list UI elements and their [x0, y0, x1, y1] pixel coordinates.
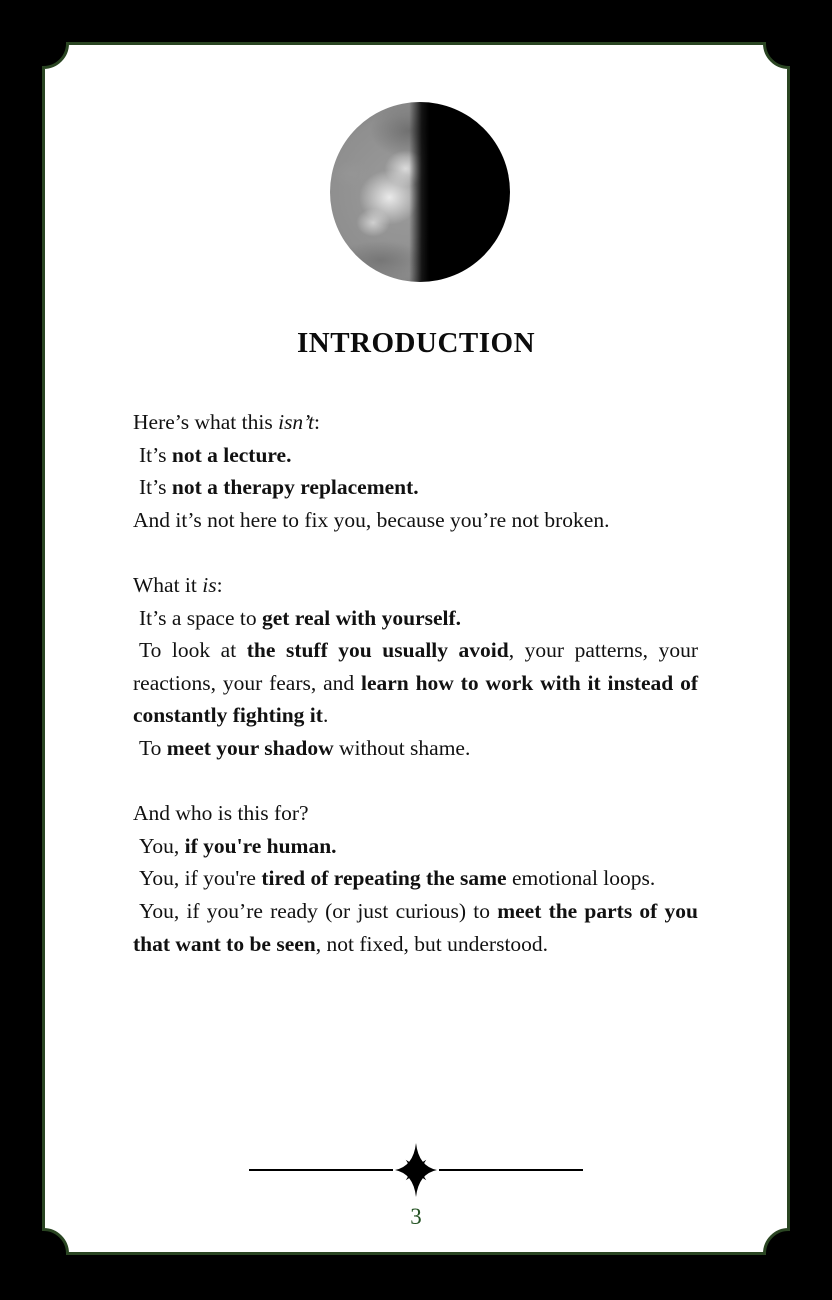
- waning-half-moon-image: [330, 102, 510, 282]
- page-number: 3: [410, 1204, 422, 1229]
- text-line: [133, 830, 698, 863]
- text-segment: To: [139, 735, 167, 760]
- text-segment: :: [313, 410, 320, 434]
- text-segment: without shame.: [333, 735, 471, 760]
- text-segment: emotional loops.: [506, 866, 656, 891]
- text-segment: meet your shadow: [166, 735, 334, 760]
- text-segment: It’s a space to: [139, 605, 262, 630]
- text-segment: And who is this for?: [133, 801, 309, 826]
- text-segment: meet the parts of you that want to be seen: [133, 898, 698, 956]
- text-segment: It’s: [139, 442, 172, 467]
- text-segment: And it’s not here to fix you, because you’re not broken.: [133, 507, 610, 532]
- text-segment: :: [216, 572, 223, 597]
- text-segment: What it: [133, 572, 203, 597]
- text-line: [133, 797, 698, 830]
- paragraph: [133, 406, 698, 536]
- text-segment: isn’t: [278, 410, 314, 434]
- eight-pointed-star-icon: [393, 1142, 439, 1198]
- text-line: [133, 862, 698, 895]
- text-line: [133, 732, 698, 765]
- text-line: [133, 471, 698, 504]
- text-segment: To look at: [139, 638, 247, 663]
- text-segment: You,: [139, 833, 185, 858]
- text-line: [133, 602, 698, 635]
- text-line: [133, 439, 698, 472]
- text-segment: is: [202, 572, 217, 597]
- page-title: INTRODUCTION: [296, 327, 536, 359]
- section-divider: [249, 1142, 583, 1198]
- text-segment: It’s: [139, 475, 172, 500]
- text-line: [133, 634, 698, 732]
- text-line: [133, 569, 698, 602]
- text-segment: the stuff you usually avoid: [246, 638, 509, 663]
- text-segment: learn how to work with it instead of constantly fighting it: [133, 670, 698, 728]
- text-segment: tired of repeating the same: [261, 866, 507, 891]
- text-segment: Here’s what this: [133, 410, 279, 434]
- text-line: [133, 406, 698, 439]
- paragraph: [133, 797, 698, 960]
- paragraph: [133, 569, 698, 765]
- text-segment: , your patterns, your reactions, your fears, and: [133, 638, 698, 695]
- divider-line-left: [249, 1169, 393, 1171]
- text-block: [133, 406, 698, 960]
- text-segment: not a lecture.: [171, 442, 292, 467]
- text-line: [133, 895, 698, 960]
- text-segment: not a therapy replacement.: [171, 475, 419, 500]
- text-segment: if you're human.: [184, 833, 337, 858]
- text-segment: You, if you're: [139, 866, 262, 891]
- text-segment: , not fixed, but understood.: [315, 931, 549, 956]
- text-segment: You, if you’re ready (or just curious) to: [139, 898, 498, 923]
- text-line: [133, 504, 698, 537]
- text-segment: .: [322, 703, 329, 728]
- text-segment: get real with yourself.: [262, 605, 462, 630]
- divider-line-right: [439, 1169, 583, 1171]
